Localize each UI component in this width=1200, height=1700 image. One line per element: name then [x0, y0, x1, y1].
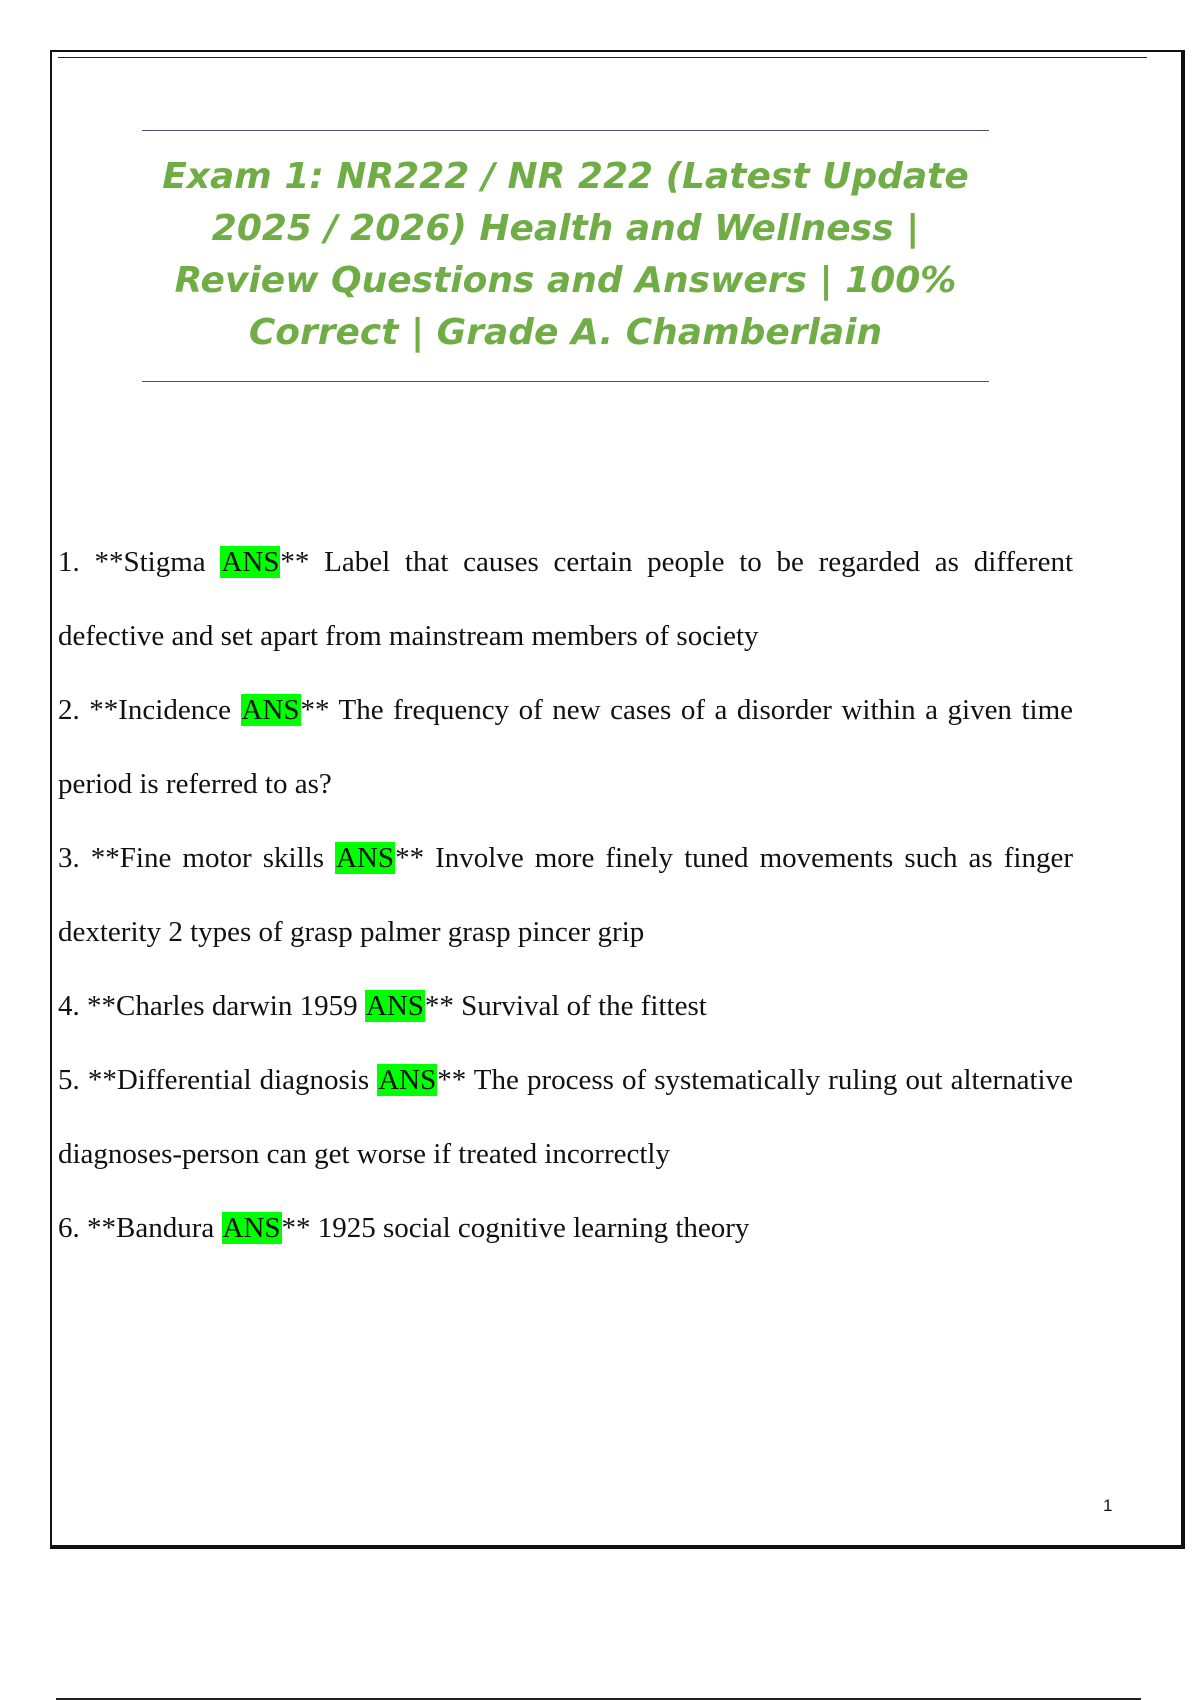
ans-highlight: ANS: [222, 1212, 281, 1244]
ans-highlight: ANS: [221, 546, 280, 578]
ans-highlight: ANS: [378, 1064, 437, 1096]
ans-highlight: ANS: [336, 842, 395, 874]
qa-list: [58, 525, 1073, 1265]
qa-definition: ** 1925 social cognitive learning theory: [281, 1212, 750, 1244]
qa-definition: ** The process of systematically ruling out alternative diagnoses-person can get worse if treated incorrectly: [58, 1064, 1073, 1170]
header-rule: [58, 57, 1147, 58]
title-block: [142, 130, 989, 382]
qa-term: 5. **Differential diagnosis: [58, 1064, 378, 1096]
document-title: Exam 1: NR222 / NR 222 (Latest Update 2025 / 2026) Health and Wellness | Review Questions and Answers | 100% Correct | Grade A. Chamberlain: [162, 156, 969, 353]
qa-item: [58, 1043, 1073, 1191]
qa-item: [58, 969, 1073, 1043]
qa-term: 3. **Fine motor skills: [58, 842, 336, 874]
qa-term: 6. **Bandura: [58, 1212, 222, 1244]
qa-term: 1. **Stigma: [58, 546, 221, 578]
page-number: 1: [1103, 1496, 1113, 1515]
qa-item: [58, 821, 1073, 969]
qa-term: 4. **Charles darwin 1959: [58, 990, 365, 1022]
qa-definition: ** Survival of the fittest: [424, 990, 707, 1022]
qa-item: [58, 673, 1073, 821]
title-rule-bottom: [142, 381, 989, 382]
qa-definition: ** Involve more finely tuned movements such as finger dexterity 2 types of grasp palmer grasp pincer grip: [58, 842, 1073, 948]
ans-highlight: ANS: [241, 694, 300, 726]
qa-definition: ** The frequency of new cases of a disorder within a given time period is referred to as?: [58, 694, 1074, 800]
title-rule-top: [142, 130, 989, 131]
qa-item: [58, 525, 1073, 673]
qa-definition: ** Label that causes certain people to be regarded as different defective and set apart from mainstream members of society: [58, 546, 1073, 652]
qa-item: [58, 1191, 1073, 1265]
qa-term: 2. **Incidence: [58, 694, 241, 726]
ans-highlight: ANS: [365, 990, 424, 1022]
